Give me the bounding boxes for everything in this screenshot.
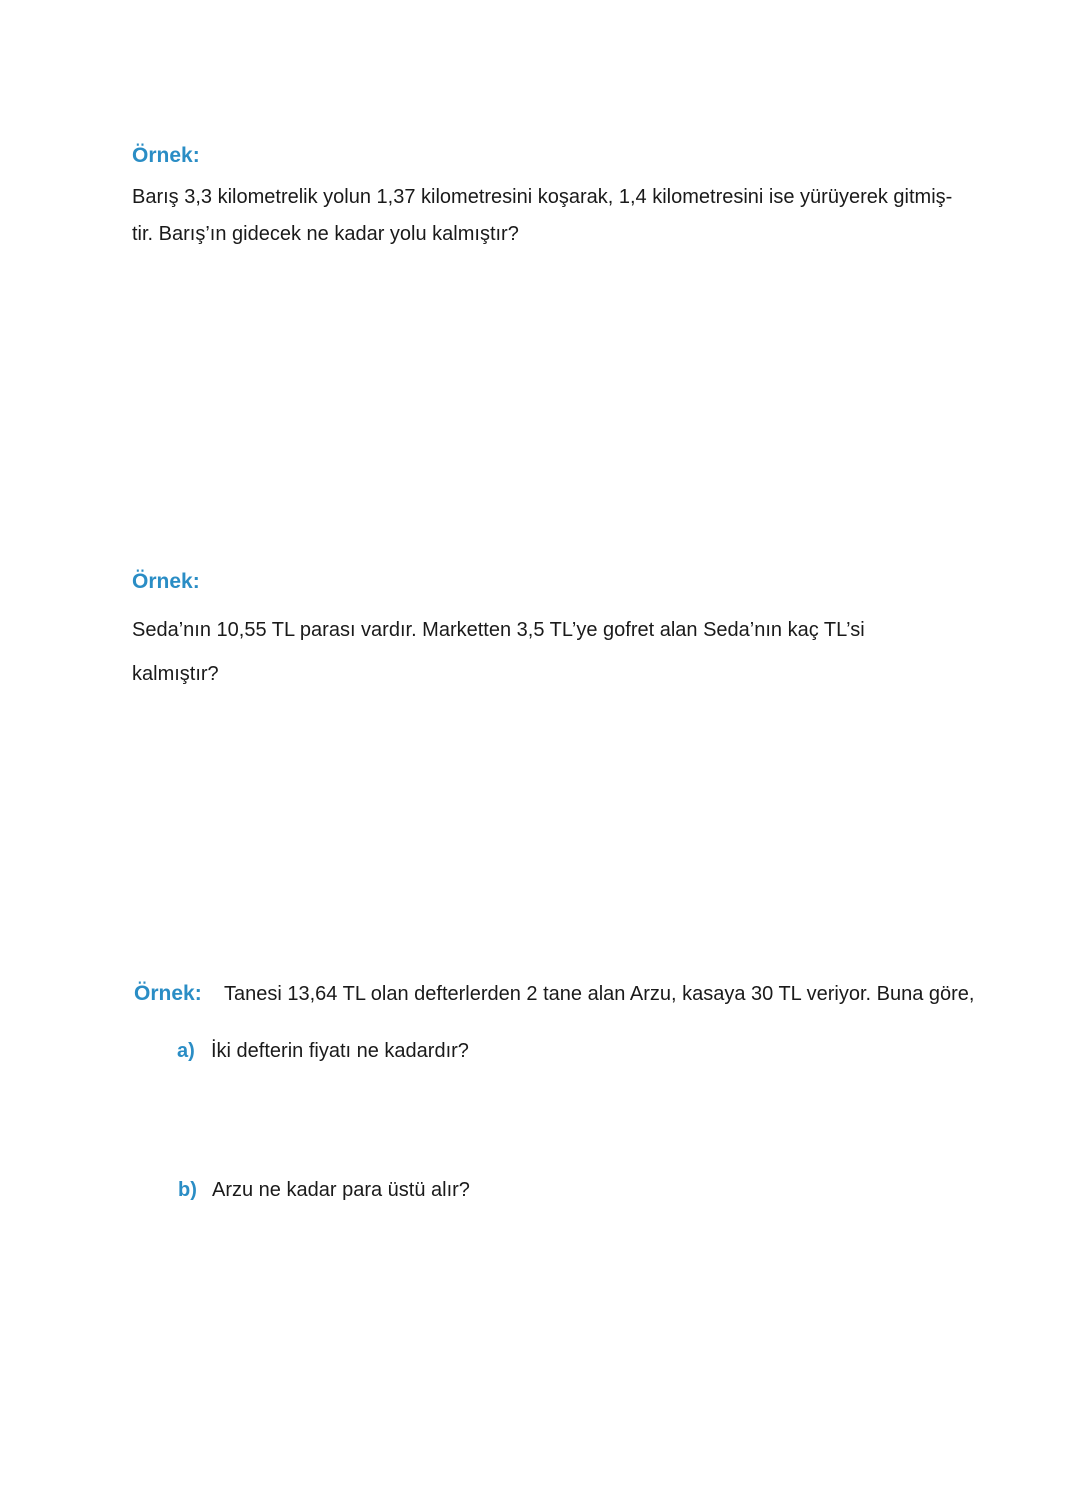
- example-heading: Örnek:: [132, 570, 200, 593]
- sub-question-a: [177, 1038, 469, 1064]
- example-heading: Örnek:: [134, 982, 202, 1005]
- sub-question-b: [178, 1177, 470, 1203]
- sub-question-text: Arzu ne kadar para üstü alır?: [212, 1179, 470, 1201]
- sub-question-marker: b): [178, 1179, 197, 1201]
- example-question: Tanesi 13,64 TL olan defterlerden 2 tane alan Arzu, kasaya 30 TL veriyor. Buna göre,: [224, 983, 975, 1005]
- example-question: [132, 608, 982, 696]
- question-line: Barış 3,3 kilometrelik yolun 1,37 kilometresini koşarak, 1,4 kilometresini ise yürüyerek gitmiş-: [132, 186, 953, 208]
- example-question: [132, 179, 982, 253]
- question-line: Seda’nın 10,55 TL parası vardır. Marketten 3,5 TL’ye gofret alan Seda’nın kaç TL’si: [132, 619, 865, 641]
- example-header-row: [134, 981, 984, 1007]
- question-line: tir. Barış’ın gidecek ne kadar yolu kalmıştır?: [132, 223, 519, 245]
- example-3: [134, 981, 984, 1007]
- sub-question-marker: a): [177, 1040, 195, 1062]
- example-1: [132, 143, 982, 253]
- example-heading: Örnek:: [132, 144, 200, 167]
- example-2: [132, 569, 982, 696]
- sub-question-text: İki defterin fiyatı ne kadardır?: [211, 1040, 469, 1062]
- question-line: kalmıştır?: [132, 663, 219, 685]
